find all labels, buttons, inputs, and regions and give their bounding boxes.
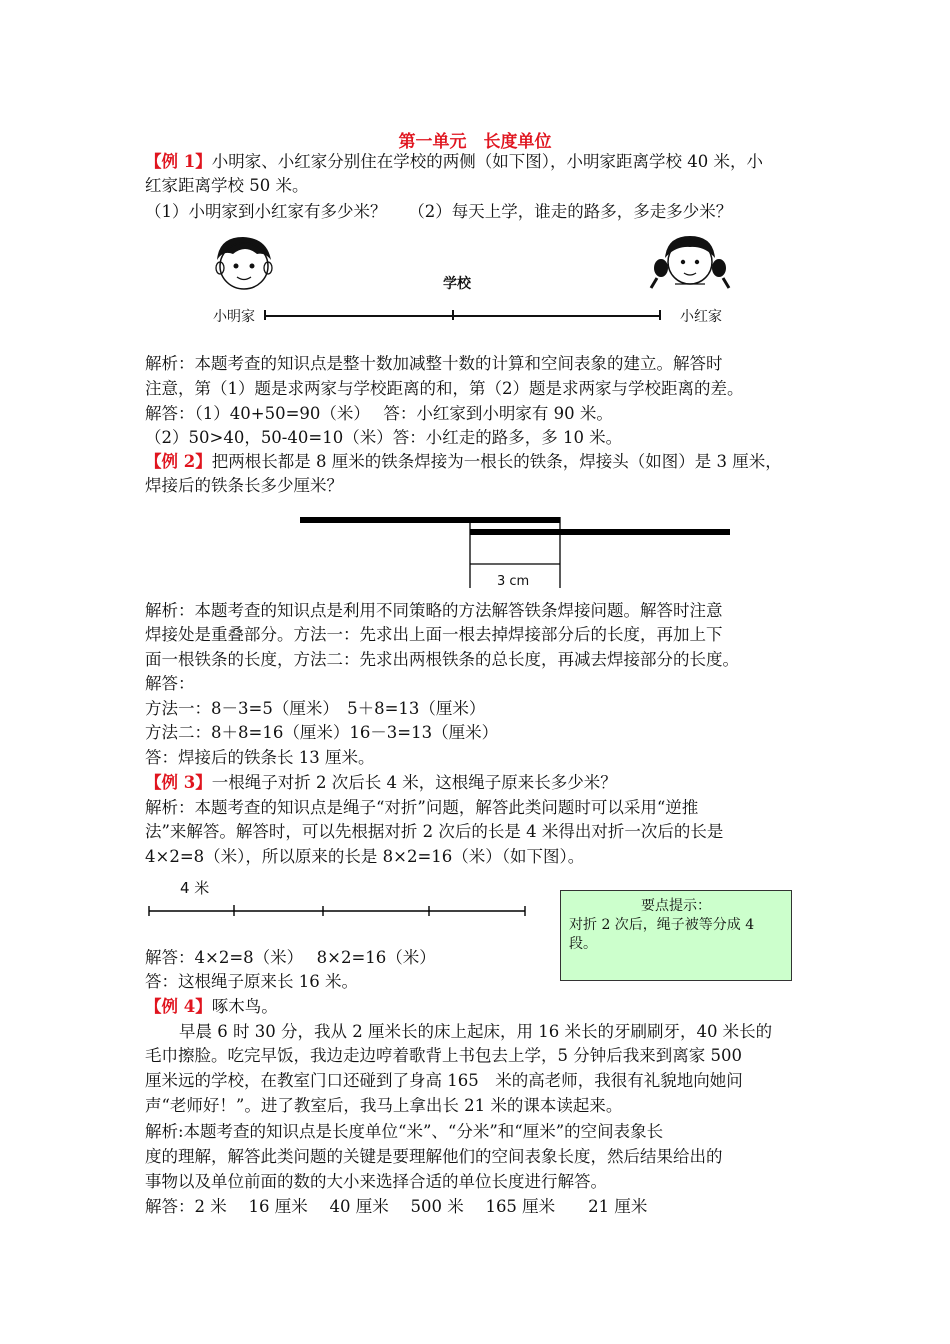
ex2-answer: 答：焊接后的铁条长 13 厘米。: [145, 748, 375, 767]
ex2-tag: 【例 2】: [145, 452, 212, 471]
ex2-method-2: 方法二：8＋8=16（厘米）16－3=13（厘米）: [145, 723, 499, 742]
ex4-paragraph-1: 早晨 6 时 30 分，我从 2 厘米长的床上起床，用 16 米长的牙刷刷牙，40 米长的: [179, 1022, 773, 1041]
ex1-answer-2: （2）50>40，50-40=10（米）答：小红走的路多，多 10 米。: [145, 428, 623, 447]
ex2-question-line-2: 焊接后的铁条长多少厘米？: [145, 476, 343, 495]
ex2-analysis-2: 焊接处是重叠部分。方法一：先求出上面一根去掉焊接部分后的长度，再加上下: [145, 625, 723, 644]
ex1-question-line-3: （1）小明家到小红家有多少米？ （2）每天上学，谁走的路多，多走多少米？: [145, 202, 733, 221]
ex4-analysis-1: 解析:本题考查的知识点是长度单位“米”、“分米”和“厘米”的空间表象长: [145, 1122, 664, 1141]
rope-length-label: 4 米: [180, 879, 210, 897]
ex1-analysis-2: 注意，第（1）题是求两家与学校距离的和，第（2）题是求两家与学校距离的差。: [145, 379, 744, 398]
ex1-question-line-2: 红家距离学校 50 米。: [145, 176, 309, 195]
ex2-question-line-1: [145, 450, 815, 474]
tip-heading: 要点提示：: [641, 898, 711, 914]
ex4-paragraph-3: 厘米远的学校，在教室门口还碰到了身高 165 米的高老师，我很有礼貌地向她问: [145, 1071, 743, 1090]
ex3-rope-figure: [145, 900, 535, 924]
tip-body-line-2: 段。: [569, 936, 597, 952]
ex1-text-1: 小明家、小红家分别住在学校的两侧（如下图），小明家距离学校 40 米，小: [211, 152, 763, 171]
ex4-analysis-3: 事物以及单位前面的数的大小来选择合适的单位长度进行解答。: [145, 1172, 607, 1191]
ex3-answer-1: 解答：4×2=8（米） 8×2=16（米）: [145, 948, 436, 967]
ex4-text-1: 啄木鸟。: [211, 997, 278, 1016]
boy-home-label: 小明家: [213, 309, 255, 325]
page-title: 第一单元 长度单位: [398, 132, 552, 152]
ex1-analysis-1: 解析：本题考查的知识点是整十数加减整十数的计算和空间表象的建立。解答时: [145, 354, 723, 373]
ex1-answer-1: 解答：（1）40+50=90（米） 答：小红家到小明家有 90 米。: [145, 404, 613, 423]
ex4-paragraph-2: 毛巾擦脸。吃完早饭，我边走边哼着歌背上书包去上学，5 分钟后我来到离家 500: [145, 1046, 742, 1065]
ex3-analysis-1: 解析：本题考查的知识点是绳子“对折”问题，解答此类问题时可以采用“逆推: [145, 798, 699, 817]
ex1-question-line-1: [145, 150, 815, 174]
tip-body-line-1: 对折 2 次后，绳子被等分成 4: [569, 917, 755, 933]
ex4-tag: 【例 4】: [145, 997, 212, 1016]
girl-home-label: 小红家: [680, 309, 722, 325]
weld-length-label: 3 cm: [497, 574, 530, 589]
school-label: 学校: [443, 276, 471, 292]
ex3-analysis-2: 法”来解答。解答时，可以先根据对折 2 次后的长是 4 米得出对折一次后的长是: [145, 822, 724, 841]
ex2-text-1: 把两根长都是 8 厘米的铁条焊接为一根长的铁条，焊接头（如图）是 3 厘米，: [211, 452, 782, 471]
ex2-analysis-1: 解析：本题考查的知识点是利用不同策略的方法解答铁条焊接问题。解答时注意: [145, 601, 723, 620]
ex3-answer-2: 答：这根绳子原来长 16 米。: [145, 972, 358, 991]
boy-face-icon: [216, 237, 272, 289]
ex4-answer: 解答：2 米 16 厘米 40 厘米 500 米 165 厘米 21 厘米: [145, 1197, 648, 1216]
ex1-tag: 【例 1】: [145, 152, 212, 171]
ex4-analysis-2: 度的理解，解答此类问题的关键是要理解他们的空间表象长度，然后结果给出的: [145, 1147, 723, 1166]
girl-face-icon: [651, 236, 729, 288]
ex2-answer-label: 解答：: [145, 674, 195, 693]
ex3-tag: 【例 3】: [145, 773, 212, 792]
ex4-paragraph-4: 声“老师好！”。进了教室后，我马上拿出长 21 米的课本读起来。: [145, 1096, 623, 1115]
ex3-text-1: 一根绳子对折 2 次后长 4 米，这根绳子原来长多少米？: [211, 773, 617, 792]
ex3-analysis-3: 4×2=8（米），所以原来的长是 8×2=16（米）（如下图）。: [145, 847, 585, 866]
ex3-question-line-1: [145, 771, 815, 795]
ex2-analysis-3: 面一根铁条的长度，方法二：先求出两根铁条的总长度，再减去焊接部分的长度。: [145, 650, 739, 669]
ex4-question-line-1: [145, 995, 815, 1019]
ex2-method-1: 方法一：8－3=5（厘米） 5＋8=13（厘米）: [145, 699, 486, 718]
